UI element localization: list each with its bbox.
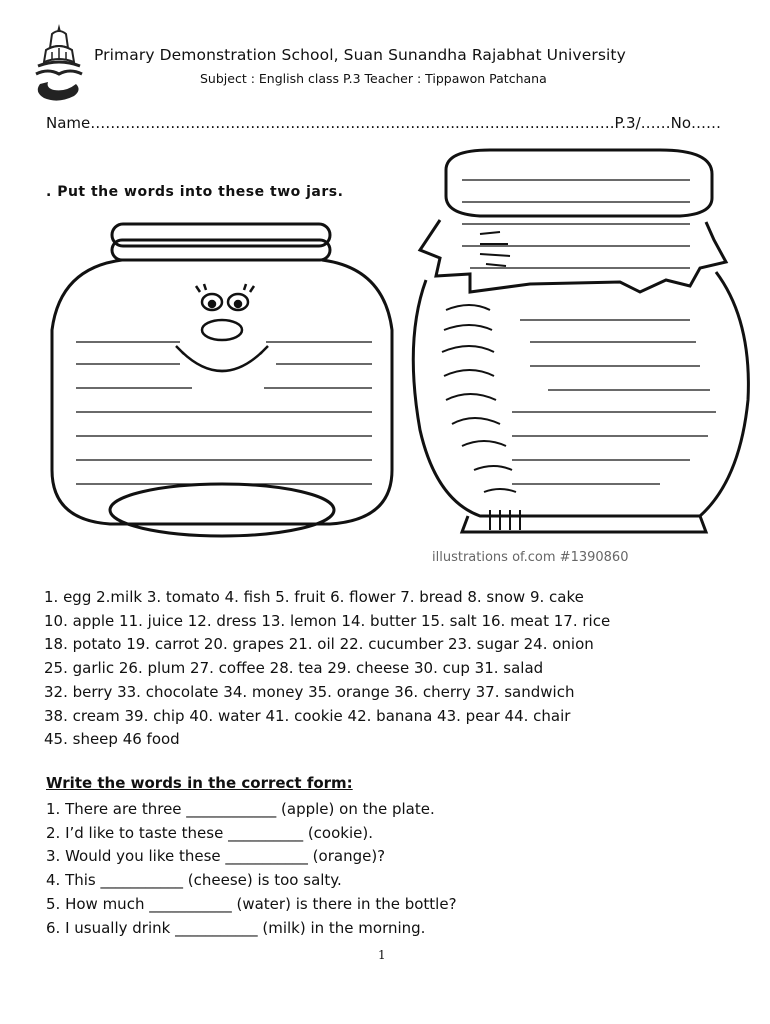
class-subtitle: Subject : English class P.3 Teacher : Tippawon Patchana bbox=[200, 71, 547, 86]
left-jar-lines bbox=[76, 342, 372, 484]
page-number: 1 bbox=[378, 948, 386, 962]
word-bank bbox=[44, 586, 744, 752]
wordbank-line: 25. garlic 26. plum 27. coffee 28. tea 29. cheese 30. cup 31. salad bbox=[44, 659, 544, 678]
task2-title: Write the words in the correct form: bbox=[46, 774, 353, 792]
exercise-item[interactable]: 6. I usually drink ___________ (milk) in the morning. bbox=[46, 918, 426, 937]
exercise-item[interactable]: 2. I’d like to taste these __________ (cookie). bbox=[46, 823, 373, 842]
wordbank-line: 45. sheep 46 food bbox=[44, 730, 180, 749]
wordbank-line: 1. egg 2.milk 3. tomato 4. fish 5. fruit 6. flower 7. bread 8. snow 9. cake bbox=[44, 588, 584, 606]
exercise-item[interactable]: 1. There are three ____________ (apple) on the plate. bbox=[46, 800, 435, 818]
exercise-item[interactable]: 5. How much ___________ (water) is there in the bottle? bbox=[46, 894, 457, 913]
jars-illustration bbox=[0, 140, 770, 570]
exercise-item[interactable]: 3. Would you like these ___________ (orange)? bbox=[46, 847, 386, 866]
school-emblem-icon bbox=[30, 22, 88, 106]
wordbank-line: 38. cream 39. chip 40. water 41. cookie 42. banana 43. pear 44. chair bbox=[44, 706, 571, 725]
school-title: Primary Demonstration School, Suan Sunandha Rajabhat University bbox=[94, 46, 626, 64]
exercise-list bbox=[46, 798, 457, 940]
right-jar bbox=[413, 150, 748, 532]
wordbank-line: 32. berry 33. chocolate 34. money 35. orange 36. cherry 37. sandwich bbox=[44, 682, 575, 701]
right-jar-lines bbox=[462, 180, 716, 484]
left-jar bbox=[52, 224, 392, 536]
wordbank-line: 18. potato 19. carrot 20. grapes 21. oil 22. cucumber 23. sugar 24. onion bbox=[44, 635, 594, 654]
exercise-item[interactable]: 4. This ___________ (cheese) is too salty. bbox=[46, 871, 342, 890]
wordbank-line: 10. apple 11. juice 12. dress 13. lemon 14. butter 15. salt 16. meat 17. rice bbox=[44, 611, 611, 630]
task1-instruction: . Put the words into these two jars. bbox=[46, 184, 344, 200]
jar-smiley-face bbox=[176, 284, 268, 371]
illustration-credit: illustrations of.com #1390860 bbox=[432, 550, 629, 565]
right-jar-hatching bbox=[442, 232, 520, 530]
name-field-line[interactable]: Name………………………………………………………………..………………………….P.3/……No…… bbox=[46, 114, 722, 132]
